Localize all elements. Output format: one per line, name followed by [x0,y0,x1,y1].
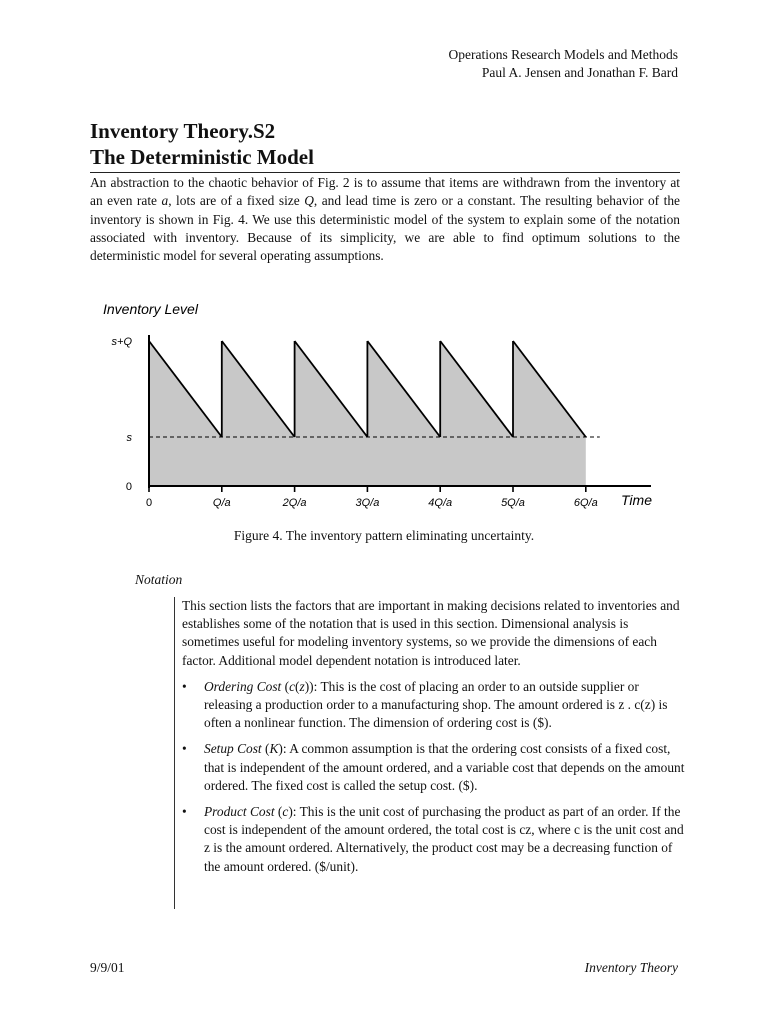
x-tick-label: 5Q/a [501,497,525,509]
figure-caption: Figure 4. The inventory pattern eliminating uncertainty. [233,528,535,543]
y-tick-label: 0 [125,481,132,493]
running-header [449,46,678,82]
bullet-dot: • [182,804,187,820]
header-book-title: Operations Research Models and Methods [448,47,678,62]
x-tick-label: 2Q/a [282,497,307,509]
x-axis-title: Time [621,492,652,508]
footer-date: 9/9/01 [90,960,125,975]
bullet-dot: • [182,678,187,694]
x-tick-label: 0 [145,497,153,509]
x-tick-label: 3Q/a [355,497,380,509]
section-title-line1: Inventory Theory.S2 [90,119,276,143]
bullet-dot: • [182,741,187,757]
title-rule [90,172,680,173]
x-tick-label: 4Q/a [428,497,453,509]
notation-intro: This section lists the factors that are important in making decisions related to inventories and establishes some of the notation that is used in this section. Dimensional analysis is sometimes useful for modeling inventory systems, so we provide the dimensions of each factor. Additional model dependent notation is introduced later. [182,598,680,668]
x-tick-label: Q/a [212,497,231,509]
y-tick-label: s [126,432,132,444]
y-tick-label: s+Q [111,336,132,348]
notation-box [174,597,688,909]
x-tick-label: 6Q/a [573,497,598,509]
bullet-ordering-cost: • Ordering Cost (c(z)): This is the cost of placing an order to an outside supplier or releasing a production order to a manufacturing shop. The amount ordered is z . c(z) is often a nonlinear function. The dimension of ordering cost is ($). [182,678,668,731]
bullet-setup-cost: • Setup Cost (K): A common assumption is that the ordering cost consists of a fixed cost, that is independent of the amount ordered, and a variable cost that depends on the amount ordered. The fixed cost is called the setup cost. ($). [182,741,685,793]
intro-paragraph: An abstraction to the chaotic behavior of Fig. 2 is to assume that items are withdrawn from the inventory at an even rate a, lots are of a fixed size Q, and lead time is zero or a constant. The resulting behavior of the inventory is shown in Fig. 4. We use this deterministic model of the system to explain some of the notation associated with inventory. Because of its simplicity, we are able to find optimum solutions to the deterministic model for several operating assumptions. [90,175,680,264]
header-authors: Paul A. Jensen and Jonathan F. Bard [481,65,678,80]
section-title-line2: The Deterministic Model [90,145,314,169]
footer-chapter: Inventory Theory [584,960,678,975]
notation-heading: Notation [135,572,183,587]
inventory-chart [0,290,768,525]
y-axis-title: Inventory Level [103,301,198,317]
section-title [90,118,314,170]
bullet-product-cost: • Product Cost (c): This is the unit cost of purchasing the product as part of an order. If the cost is independent of the amount ordered, the total cost is cz, where c is the unit cost and z is the amount ordered. Alternatively, the product cost may be a decreasing function of the amount ordered. ($/unit). [182,804,684,874]
